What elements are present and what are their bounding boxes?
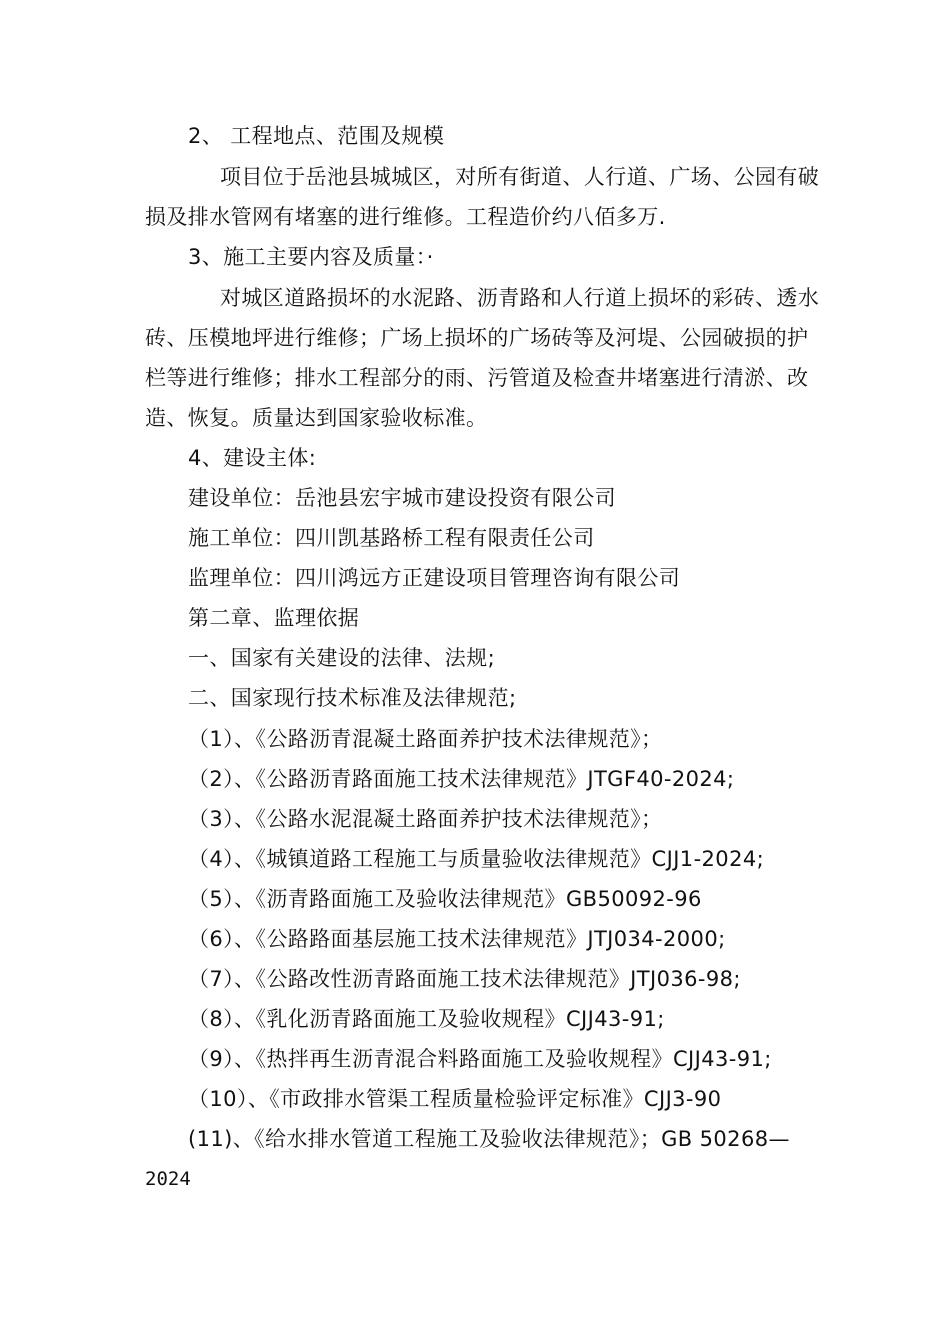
chapter2-title: 第二章、监理依据 [188, 606, 360, 630]
section3-body-line4: 造、恢复。质量达到国家验收标准。 [145, 406, 488, 430]
owner-unit: 建设单位：岳池县宏宇城市建设投资有限公司 [188, 486, 616, 510]
standard-item: （4）、《城镇道路工程施工与质量验收法律规范》CJJ1-2024; [188, 847, 765, 871]
standard-item: （1）、《公路沥青混凝土路面养护技术法律规范》； [188, 727, 663, 751]
section2-body-line1: 项目位于岳池县城城区，对所有街道、人行道、广场、公园有破 [220, 165, 820, 189]
standard-item-11-line2: 2024 [145, 1168, 191, 1190]
supervisor-unit: 监理单位：四川鸿远方正建设项目管理咨询有限公司 [188, 566, 681, 590]
section3-heading: 3、施工主要内容及质量：· [188, 245, 434, 269]
chapter2-item1: 一、国家有关建设的法律、法规; [188, 646, 496, 670]
standard-item: （2）、《公路沥青路面施工技术法律规范》JTGF40-2024; [188, 767, 735, 791]
contractor-unit: 施工单位：四川凯基路桥工程有限责任公司 [188, 526, 595, 550]
section3-body-line1: 对城区道路损坏的水泥路、沥青路和人行道上损坏的彩砖、透水 [220, 286, 820, 310]
standard-item: （10）、《市政排水管渠工程质量检验评定标准》CJJ3-90 [188, 1087, 722, 1111]
standard-item: （8）、《乳化沥青路面施工及验收规程》CJJ43-91; [188, 1007, 665, 1031]
section2-body-line2: 损及排水管网有堵塞的进行维修。工程造价约八佰多万. [145, 205, 666, 229]
section2-heading: 2、 工程地点、范围及规模 [188, 124, 445, 148]
section3-body-line2: 砖、压模地坪进行维修；广场上损坏的广场砖等及河堤、公园破损的护 [145, 326, 809, 350]
standard-item-11-line1: (11)、《给水排水管道工程施工及验收法律规范》；GB 50268— [188, 1127, 790, 1151]
standard-item: （9）、《热拌再生沥青混合料路面施工及验收规程》CJJ43-91; [188, 1047, 772, 1071]
section4-heading: 4、建设主体: [188, 446, 317, 470]
standard-item: （5）、《沥青路面施工及验收法律规范》GB50092-96 [188, 887, 702, 911]
section3-body-line3: 栏等进行维修；排水工程部分的雨、污管道及检查井堵塞进行清淤、改 [145, 366, 809, 390]
standard-item: （3）、《公路水泥混凝土路面养护技术法律规范》； [188, 807, 663, 831]
standard-item: （6）、《公路路面基层施工技术法律规范》JTJ034-2000; [188, 927, 726, 951]
standard-item: （7）、《公路改性沥青路面施工技术法律规范》JTJ036-98; [188, 967, 741, 991]
chapter2-item2: 二、国家现行技术标准及法律规范; [188, 686, 517, 710]
